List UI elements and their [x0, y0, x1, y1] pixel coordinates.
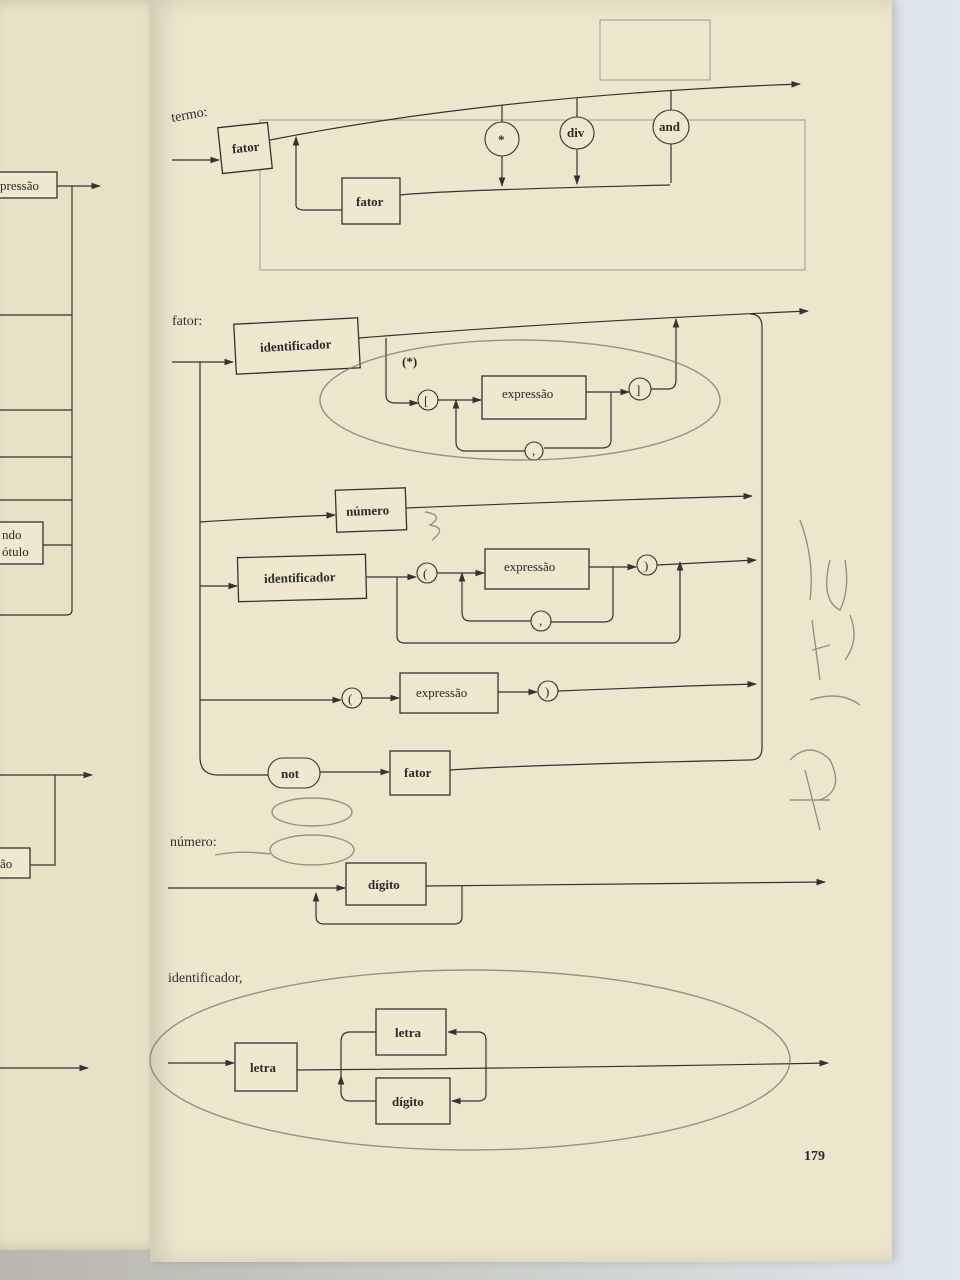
- termo-diagram: [170, 84, 800, 224]
- fator-row3-comma-label: ,: [539, 613, 543, 628]
- left-fragment-2: ndo: [2, 527, 22, 542]
- numero-diagram: [168, 835, 825, 924]
- fator-note: (*): [402, 354, 418, 369]
- numero-digito-label: dígito: [368, 877, 400, 892]
- identificador-title: identificador,: [168, 971, 243, 986]
- fator-row1-expr-label: expressão: [502, 386, 554, 401]
- termo-title: termo:: [170, 104, 209, 126]
- fator-title: fator:: [172, 314, 203, 329]
- identificador-loop-letra-label: letra: [395, 1025, 421, 1040]
- fator-row3-open-paren-label: (: [423, 566, 428, 581]
- left-fragment-3: ótulo: [2, 544, 29, 559]
- page-number: 179: [804, 1149, 825, 1164]
- termo-loop-fator-label: fator: [356, 194, 384, 209]
- fator-row4-open-paren-label: (: [348, 691, 353, 706]
- fator-row5-fator-label: fator: [404, 765, 432, 780]
- termo-op-and-label: and: [659, 119, 680, 134]
- identificador-diagram: [168, 971, 828, 1124]
- termo-op-div-label: div: [567, 125, 585, 140]
- fator-identificador-label: identificador: [259, 336, 332, 355]
- fator-numero-label: número: [345, 502, 390, 519]
- identificador-loop-digito-label: dígito: [392, 1094, 424, 1109]
- fator-close-bracket-label: ]: [636, 382, 641, 397]
- fator-open-bracket-label: [: [424, 393, 429, 408]
- fator-row1-comma-label: ,: [532, 443, 536, 458]
- pencil-annotations: [150, 340, 860, 1150]
- fator-row4-close-paren-label: ): [545, 684, 550, 699]
- termo-op-times-label: *: [498, 132, 505, 147]
- fator-row3-identificador-label: identificador: [263, 569, 336, 586]
- identificador-letra-label: letra: [250, 1060, 276, 1075]
- termo-fator-label: fator: [231, 138, 261, 157]
- fator-row3-expr-label: expressão: [504, 559, 556, 574]
- left-fragment-4: ão: [0, 856, 13, 871]
- fator-not-label: not: [281, 766, 300, 781]
- left-fragment-1: pressão: [0, 178, 39, 193]
- fator-row3-close-paren-label: ): [644, 558, 649, 573]
- left-page-diagram: [0, 172, 100, 1068]
- bleed-through: [260, 20, 805, 270]
- numero-title: número:: [170, 835, 217, 850]
- fator-row4-expr-label: expressão: [416, 685, 468, 700]
